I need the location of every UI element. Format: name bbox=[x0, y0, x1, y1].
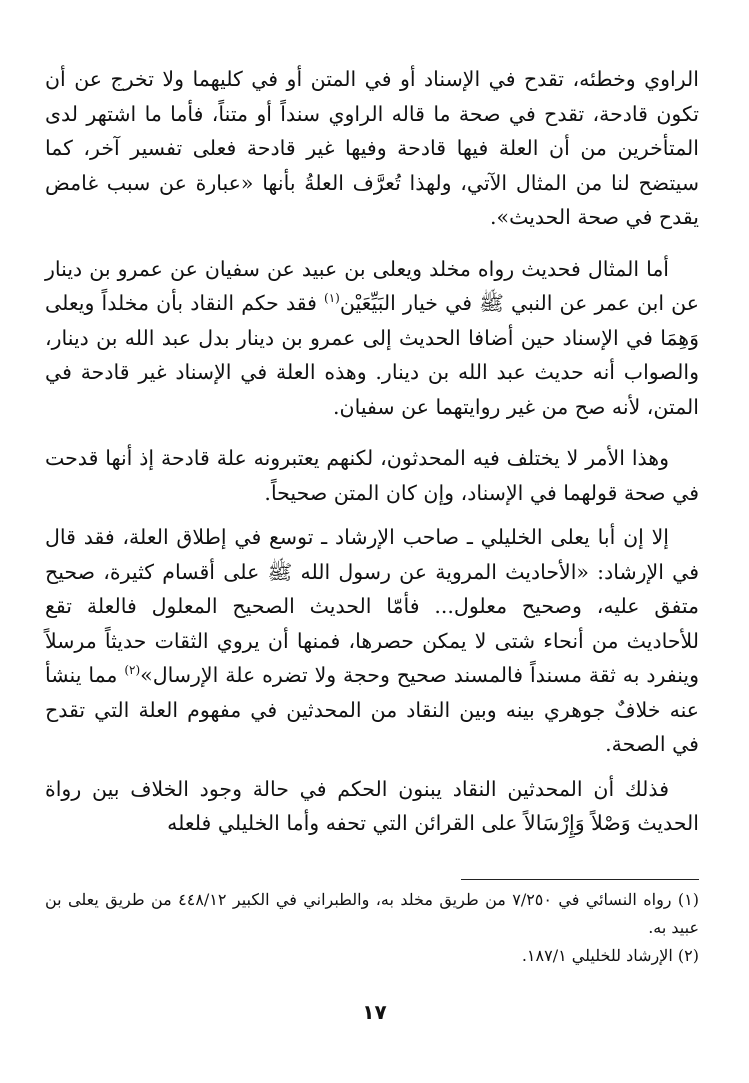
paragraph-4-start: إلا إن أبا يعلى الخليلي ـ صاحب الإرشاد ـ توسع في إطلاق العلة، فقد قال في الإرشاد: «الأحاديث المروية عن رسول الله ﷺ على أقسام كثيرة، صحيح متفق عليه، وصحيح معلول... فأمّا الحديث الصحيح المعلول فالعلة تقع للأحاديث من أنحاء شتى لا يمكن حصرها، فمنها أن يروي الثقات حديثاً مرسلاً وينفرد به ثقة مسنداً فالمسند صحيح وحجة ولا تضره علة الإرسال» bbox=[45, 525, 700, 687]
footnote-divider bbox=[461, 879, 699, 880]
paragraph-2-end: فقد حكم النقاد بأن مخلداً ويعلى وَهِمَا في الإسناد حين أضافا الحديث إلى عمرو بن دينار بدل عبد الله بن دينار، والصواب أنه حديث عبد الله بن دينار. وهذه العلة في الإسناد غير قادحة في المتن، لأنه صح من غير روايتهما عن سفيان. bbox=[45, 291, 699, 419]
paragraph-1: الراوي وخطئه، تقدح في الإسناد أو في المتن أو في كليهما ولا تخرج عن أن تكون قادحة، تقدح في صحة ما قاله الراوي سنداً أو متناً، فأما ما اشتهر لدى المتأخرين من أن العلة فيها قادحة وفيها غير قادحة فعلى تفسير آخر، كما سيتضح لنا من المثال الآتي، ولهذا تُعرَّف العلةُ بأنها «عبارة عن سبب غامض يقدح في صحة الحديث». bbox=[45, 67, 699, 229]
paragraph-3: وهذا الأمر لا يختلف فيه المحدثون، لكنهم يعتبرونه علة قادحة إذ أنها قدحت في صحة قولهما في الإسناد، وإن كان المتن صحيحاً. bbox=[45, 446, 699, 505]
page-number: ١٧ bbox=[362, 1000, 387, 1024]
footnote-2: (٢) الإرشاد للخليلي ١٨٧/١. bbox=[521, 946, 699, 965]
paragraph-2-start: أما المثال فحديث رواه مخلد ويعلى بن عبيد عن سفيان عن عمرو بن دينار عن ابن عمر عن النبي ﷺ في خيار البَيِّعَيْن bbox=[45, 256, 699, 315]
footnote-1: (١) رواه النسائي في ٧/٢٥٠ من طريق مخلد به، والطبراني في الكبير ٤٤٨/١٢ من طريق يعلى بن عبيد به. bbox=[45, 890, 699, 937]
footnote-ref-1: (١) bbox=[324, 291, 340, 306]
paragraph-4 bbox=[45, 520, 699, 762]
paragraph-2 bbox=[45, 252, 699, 425]
main-text bbox=[45, 62, 699, 858]
footnotes bbox=[45, 886, 699, 970]
footnote-ref-2: (٢) bbox=[124, 663, 141, 678]
paragraph-5: فذلك أن المحدثين النقاد يبنون الحكم في حالة وجود الخلاف بين رواة الحديث وَصْلاً وَإِرْسَالاً على القرائن التي تحفه وأما الخليلي فلعله bbox=[45, 776, 699, 835]
paragraph-4-end: مما ينشأ عنه خلافٌ جوهري بينه وبين النقاد من المحدثين في مفهوم العلة التي تقدح في الصحة. bbox=[45, 663, 699, 756]
